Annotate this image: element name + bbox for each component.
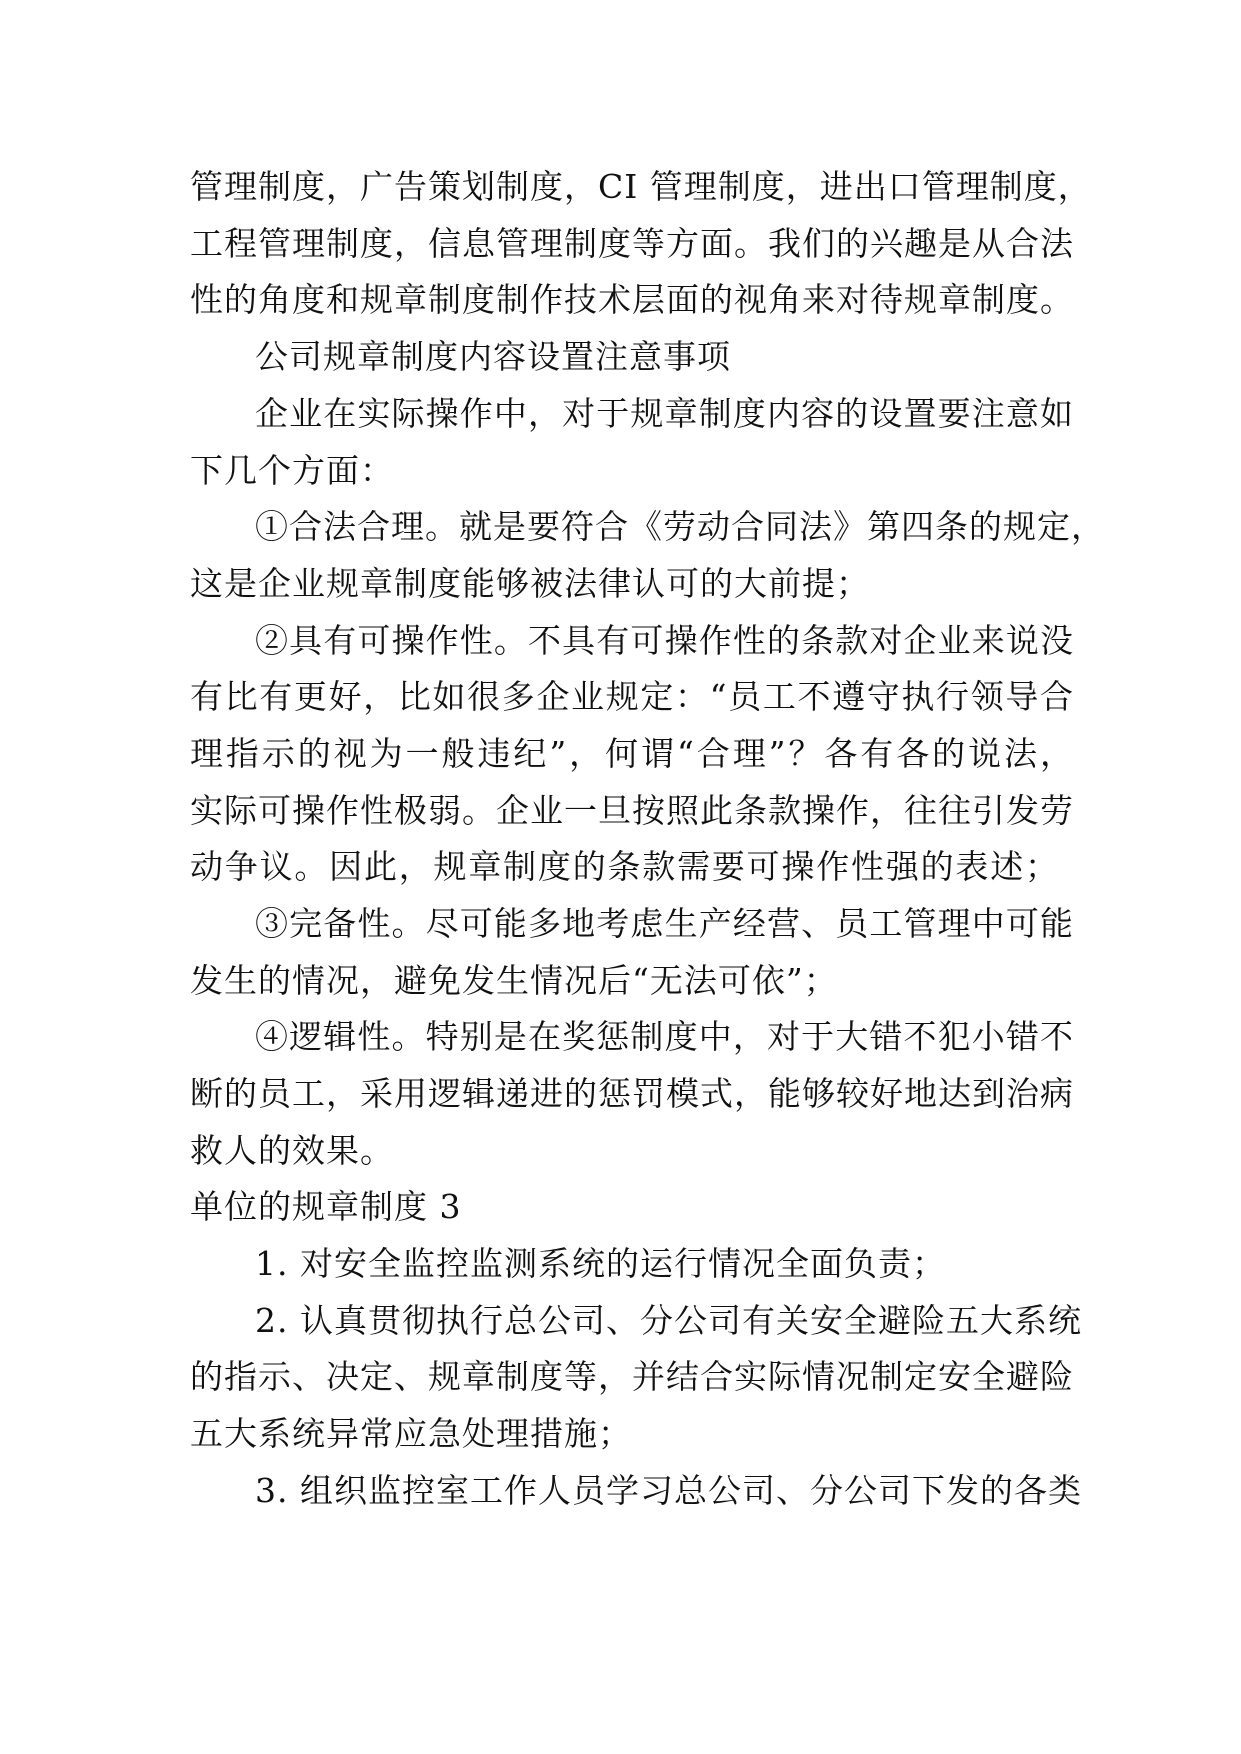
section-heading: 公司规章制度内容设置注意事项 (255, 337, 731, 376)
text-line: ①合法合理。就是要符合《劳动合同法》第四条的规定， (255, 507, 1105, 546)
list-item: 3. 组织监控室工作人员学习总公司、分公司下发的各类 (255, 1471, 1082, 1510)
text-line: 这是企业规章制度能够被法律认可的大前提； (190, 564, 870, 603)
text-line: 实际可操作性极弱。企业一旦按照此条款操作，往往引发劳 (190, 791, 1074, 830)
text-line: 工程管理制度，信息管理制度等方面。我们的兴趣是从合法 (190, 224, 1074, 263)
text-line: 五大系统异常应急处理措施； (190, 1414, 632, 1453)
list-item: 1. 对安全监控监测系统的运行情况全面负责； (255, 1244, 946, 1283)
text-line: 有比有更好，比如很多企业规定：“员工不遵守执行领导合 (190, 677, 1074, 716)
text-line: 管理制度，广告策划制度，CI 管理制度，进出口管理制度， (190, 167, 1092, 206)
text-line: 企业在实际操作中，对于规章制度内容的设置要注意如 (255, 394, 1074, 433)
text-line: 救人的效果。 (190, 1131, 394, 1170)
text-line: 理指示的视为一般违纪”，何谓“合理”？各有各的说法， (190, 734, 1074, 773)
text-line: ③完备性。尽可能多地考虑生产经营、员工管理中可能 (255, 904, 1074, 943)
text-line: ②具有可操作性。不具有可操作性的条款对企业来说没 (255, 621, 1074, 660)
text-line: 发生的情况，避免发生情况后“无法可依”； (190, 961, 838, 1000)
list-item: 2. 认真贯彻执行总公司、分公司有关安全避险五大系统 (255, 1301, 1082, 1340)
text-line: ④逻辑性。特别是在奖惩制度中，对于大错不犯小错不 (255, 1017, 1074, 1056)
text-line: 下几个方面： (190, 451, 394, 490)
text-line: 断的员工，采用逻辑递进的惩罚模式，能够较好地达到治病 (190, 1074, 1074, 1113)
section-heading: 单位的规章制度 3 (190, 1187, 462, 1226)
text-line: 动争议。因此，规章制度的条款需要可操作性强的表述； (190, 847, 1059, 886)
text-line: 的指示、决定、规章制度等，并结合实际情况制定安全避险 (190, 1357, 1074, 1396)
text-line: 性的角度和规章制度制作技术层面的视角来对待规章制度。 (190, 280, 1074, 319)
